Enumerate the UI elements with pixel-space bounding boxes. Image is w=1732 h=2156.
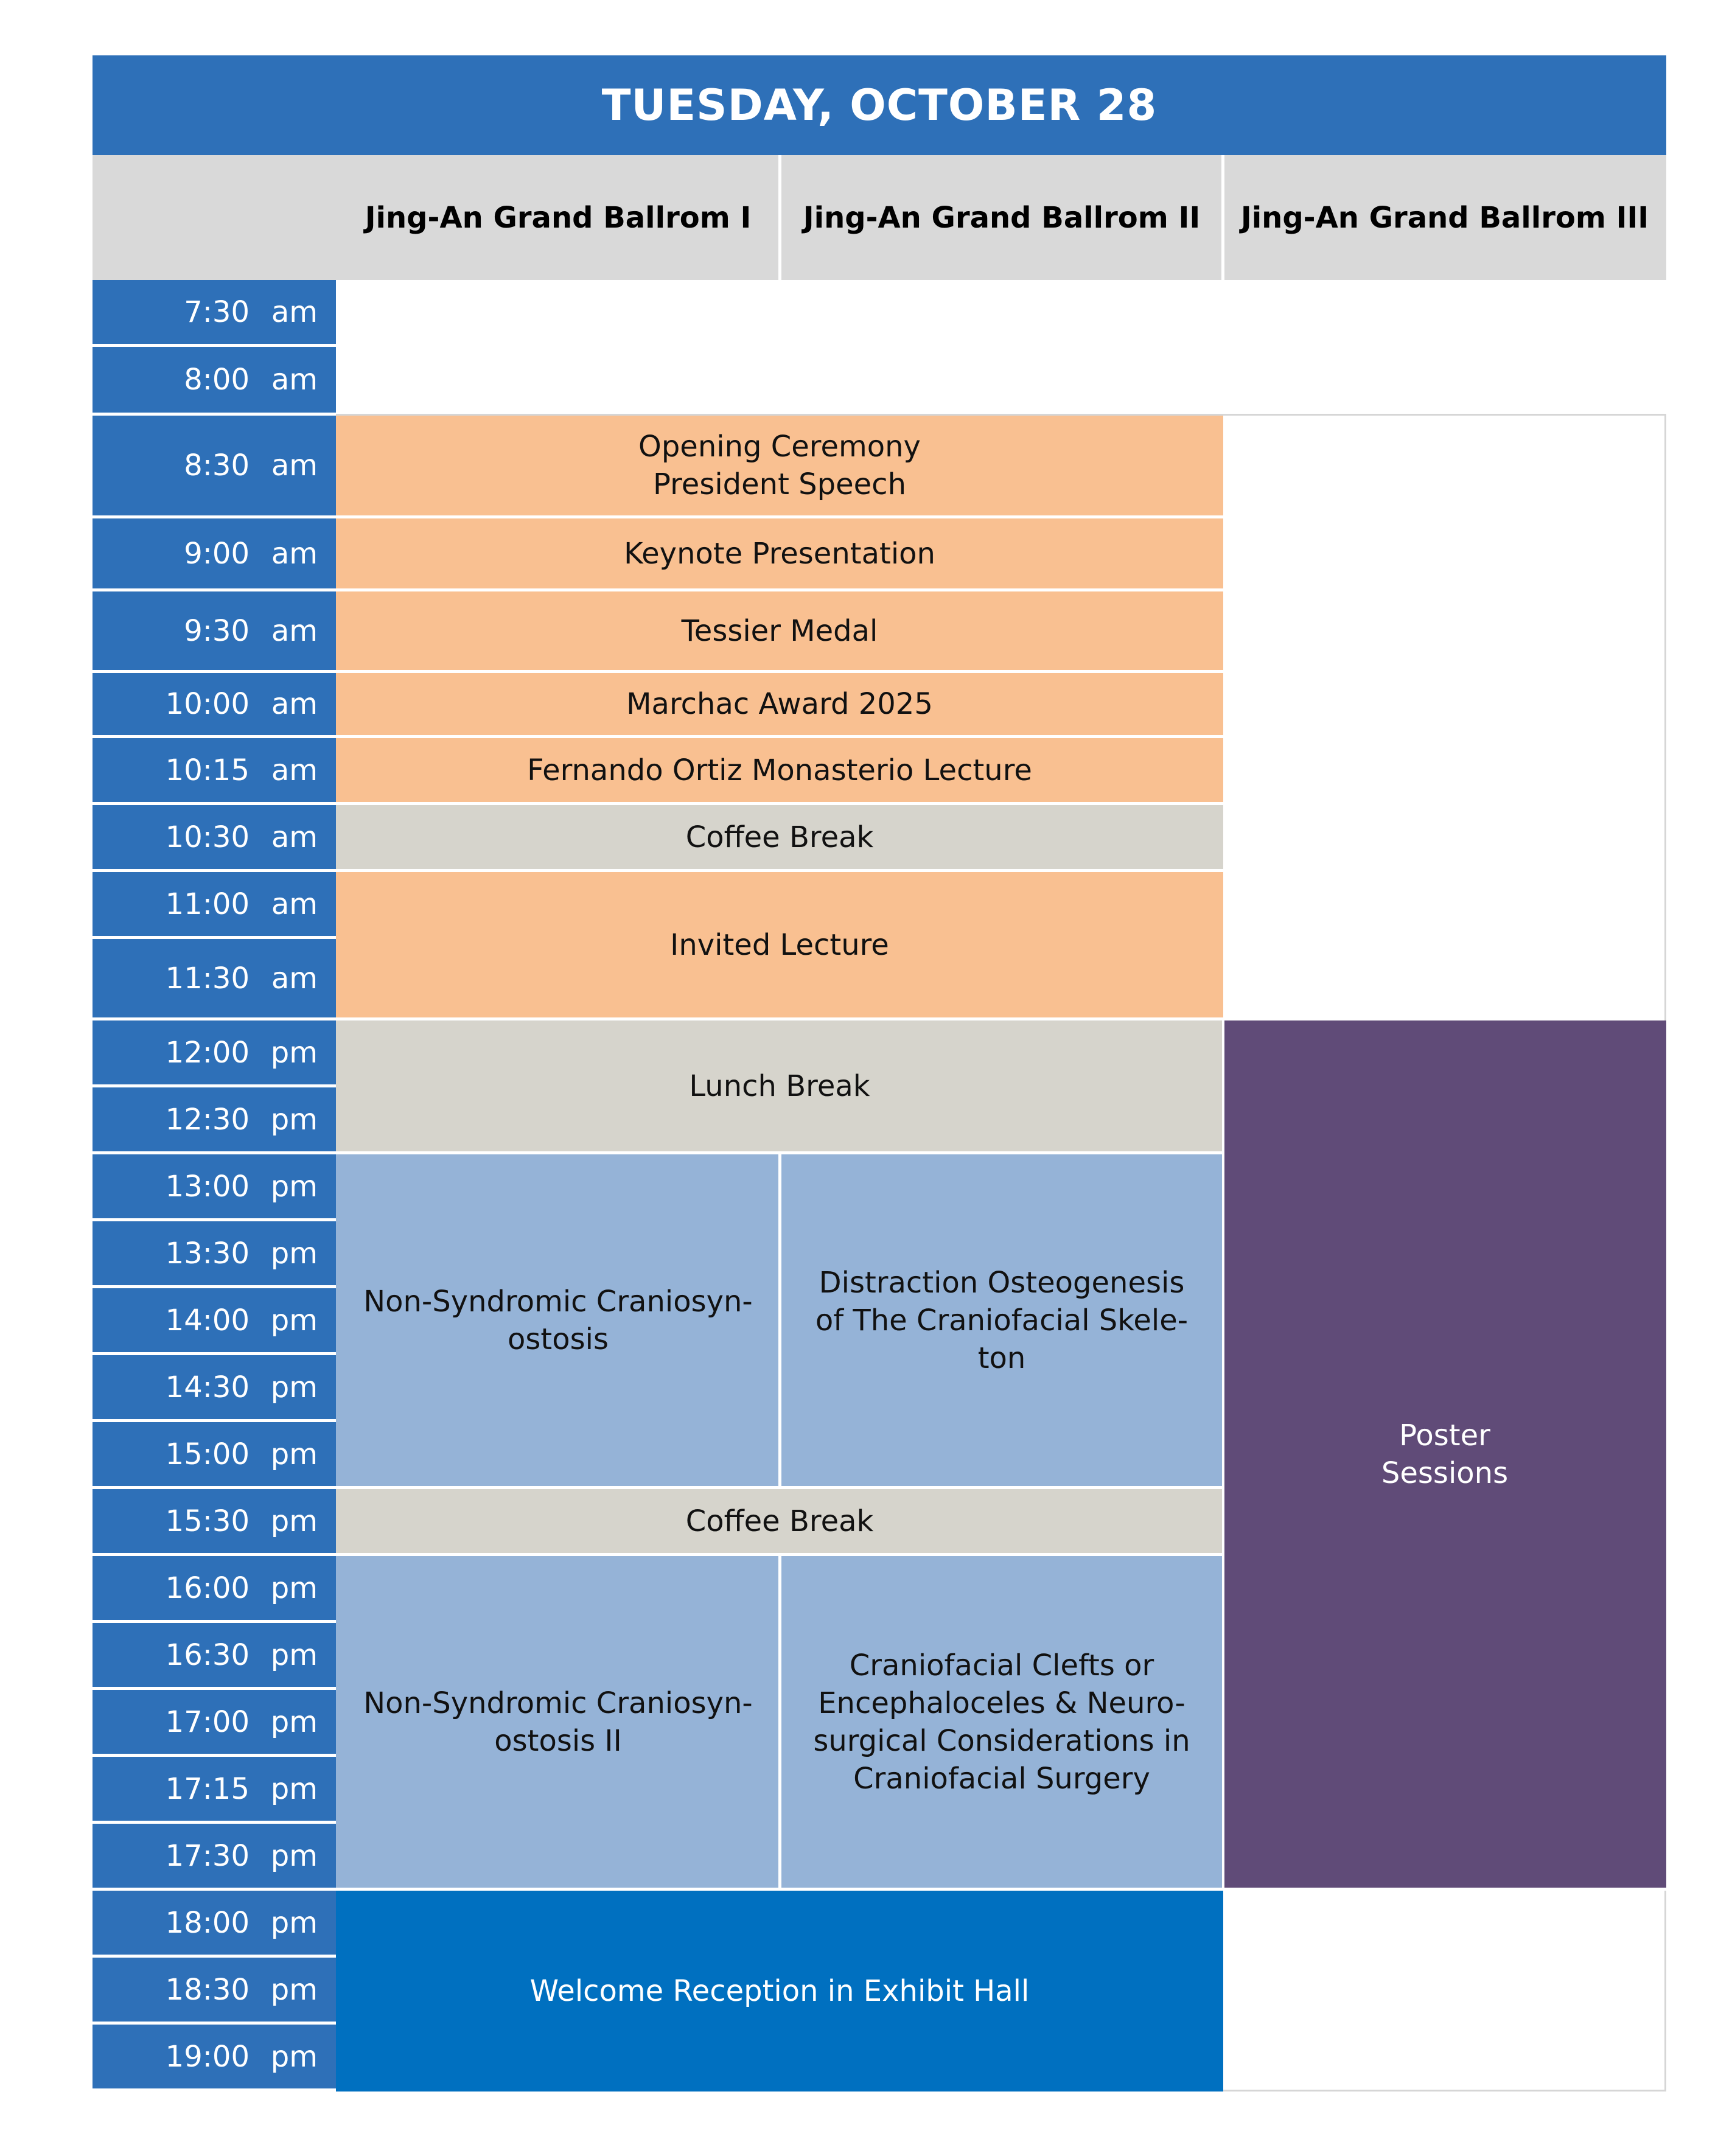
time-period: pm [270, 1504, 318, 1538]
event-title [624, 535, 935, 573]
time-value: 18:30 [165, 1972, 250, 2007]
room-header-divider [1221, 155, 1224, 280]
time-value: 18:00 [165, 1905, 250, 1940]
event-title [530, 1972, 1030, 2010]
event-title [1381, 1417, 1508, 1492]
time-period: pm [270, 1905, 318, 1940]
time-value: 14:00 [165, 1303, 250, 1338]
opening-ceremony[interactable] [336, 416, 1223, 518]
time-value: 11:30 [165, 961, 250, 996]
welcome-reception[interactable] [336, 1891, 1223, 2091]
time-slot [93, 1422, 336, 1489]
time-slot [93, 1087, 336, 1154]
time-slot [93, 1489, 336, 1556]
time-slot [93, 1288, 336, 1355]
event-title-line: Lunch Break [689, 1069, 870, 1103]
time-slot [93, 1690, 336, 1757]
time-slot [93, 1355, 336, 1422]
time-period: am [271, 448, 318, 483]
time-value: 12:00 [165, 1035, 250, 1070]
time-period: am [271, 753, 318, 787]
time-slot [93, 1556, 336, 1623]
event-title-line: Coffee Break [685, 1504, 874, 1538]
time-slot [93, 872, 336, 939]
time-value: 11:00 [165, 887, 250, 921]
time-period: pm [270, 1035, 318, 1070]
tessier-medal[interactable] [336, 591, 1223, 673]
event-title-line: ostosis II [494, 1723, 622, 1758]
time-period: am [271, 295, 318, 329]
event-title-line: Welcome Reception in Exhibit Hall [529, 1974, 1030, 2008]
event-title-line: Coffee Break [685, 820, 874, 854]
event-title [686, 818, 874, 856]
event-title-line: Craniofacial Clefts or [849, 1648, 1154, 1683]
header-corner [93, 155, 336, 280]
time-period: pm [270, 2039, 318, 2074]
room-header-divider [778, 155, 781, 280]
grid-line [1664, 1891, 1666, 2091]
event-title-line: President Speech [653, 467, 906, 501]
event-title [815, 1264, 1188, 1377]
room-header-3: Jing-An Grand Ballrom III [1223, 155, 1666, 280]
time-slot [93, 347, 336, 416]
time-value: 15:00 [165, 1437, 250, 1471]
time-value: 19:00 [165, 2039, 250, 2074]
event-title-line: Non-Syndromic Craniosyn- [363, 1686, 753, 1720]
time-value: 16:30 [165, 1638, 250, 1672]
time-slot [93, 939, 336, 1020]
time-slot [93, 416, 336, 518]
event-title-line: Tessier Medal [681, 613, 878, 648]
event-title-line: of The Craniofacial Skele- [815, 1303, 1189, 1338]
event-title-line: Marchac Award 2025 [626, 687, 933, 721]
time-period: am [271, 887, 318, 921]
event-title-line: Poster [1399, 1418, 1490, 1453]
invited-lecture[interactable] [336, 872, 1223, 1020]
room-header-1: Jing-An Grand Ballrom I [336, 155, 780, 280]
coffee-break-afternoon[interactable] [336, 1489, 1223, 1556]
time-period: pm [270, 1370, 318, 1404]
time-value: 13:30 [165, 1236, 250, 1271]
time-period: am [271, 536, 318, 571]
time-value: 12:30 [165, 1102, 250, 1137]
time-period: pm [270, 1102, 318, 1137]
time-slot [93, 591, 336, 673]
event-title-line: Keynote Presentation [624, 536, 935, 571]
ortiz-monasterio-lecture[interactable] [336, 738, 1223, 805]
time-value: 17:30 [165, 1838, 250, 1873]
time-value: 14:30 [165, 1370, 250, 1404]
time-slot [93, 1958, 336, 2025]
event-title [813, 1647, 1190, 1798]
time-slot [93, 1757, 336, 1824]
time-value: 17:00 [165, 1704, 250, 1739]
keynote-presentation[interactable] [336, 518, 1223, 591]
time-period: am [271, 613, 318, 648]
non-syndromic-craniosynostosis[interactable] [336, 1154, 780, 1489]
event-title [670, 926, 889, 964]
day-title: TUESDAY, OCTOBER 28 [93, 55, 1666, 155]
event-title-line: Invited Lecture [670, 927, 889, 962]
session-divider [778, 1556, 781, 1888]
craniofacial-clefts[interactable] [780, 1556, 1223, 1891]
distraction-osteogenesis[interactable] [780, 1154, 1223, 1489]
event-title [363, 1283, 753, 1358]
time-slot [93, 1623, 336, 1690]
event-title-line: Sessions [1381, 1456, 1509, 1490]
time-slot [93, 673, 336, 738]
event-title [527, 752, 1032, 789]
time-period: pm [270, 1704, 318, 1739]
time-period: pm [270, 1972, 318, 2007]
event-title-line: Opening Ceremony [638, 430, 921, 464]
schedule-table [93, 55, 1666, 2091]
time-slot [93, 1891, 336, 1958]
event-title-line: Non-Syndromic Craniosyn- [363, 1284, 753, 1319]
time-slot [93, 2025, 336, 2091]
event-title [626, 685, 933, 723]
event-title-line: Distraction Osteogenesis [819, 1265, 1185, 1300]
time-period: am [271, 687, 318, 721]
room-header-2: Jing-An Grand Ballrom II [780, 155, 1223, 280]
time-slot [93, 805, 336, 872]
time-period: pm [270, 1303, 318, 1338]
coffee-break-morning[interactable] [336, 805, 1223, 872]
time-period: pm [270, 1236, 318, 1271]
room-divider [1222, 1020, 1224, 1891]
time-period: pm [270, 1571, 318, 1605]
time-value: 7:30 [184, 295, 250, 329]
time-period: pm [270, 1638, 318, 1672]
event-title-line: Fernando Ortiz Monasterio Lecture [527, 753, 1032, 787]
lunch-break[interactable] [336, 1020, 1223, 1154]
time-slot [93, 518, 336, 591]
time-value: 15:30 [165, 1504, 250, 1538]
event-title [363, 1684, 753, 1760]
event-title [689, 1067, 870, 1105]
event-title-line: surgical Considerations in [813, 1723, 1190, 1758]
event-title-line: Encephaloceles & Neuro- [818, 1686, 1186, 1720]
time-period: pm [270, 1838, 318, 1873]
non-syndromic-craniosynostosis-ii[interactable] [336, 1556, 780, 1891]
time-slot [93, 738, 336, 805]
time-value: 13:00 [165, 1169, 250, 1204]
time-slot [93, 1824, 336, 1891]
time-period: am [271, 961, 318, 996]
time-period: pm [270, 1169, 318, 1204]
time-value: 10:15 [165, 753, 250, 787]
event-title-line: ostosis [508, 1322, 609, 1356]
time-period: pm [270, 1437, 318, 1471]
event-title [686, 1502, 874, 1540]
time-value: 9:30 [184, 613, 250, 648]
grid-line [1664, 416, 1666, 1020]
time-value: 16:00 [165, 1571, 250, 1605]
time-slot [93, 1154, 336, 1221]
time-period: pm [270, 1771, 318, 1806]
time-value: 8:00 [184, 363, 250, 397]
event-title-line: ton [977, 1341, 1026, 1375]
event-title [682, 612, 878, 650]
grid-line [1223, 2090, 1666, 2091]
time-value: 9:00 [184, 536, 250, 571]
time-period: am [271, 363, 318, 397]
time-value: 8:30 [184, 448, 250, 483]
marchac-award[interactable] [336, 673, 1223, 738]
time-value: 17:15 [165, 1771, 250, 1806]
time-value: 10:30 [165, 820, 250, 854]
time-value: 10:00 [165, 687, 250, 721]
time-slot [93, 1221, 336, 1288]
time-period: am [271, 820, 318, 854]
poster-sessions[interactable] [1223, 1020, 1666, 1891]
event-title-line: Craniofacial Surgery [853, 1761, 1150, 1796]
time-slot [93, 1020, 336, 1087]
time-slot [93, 280, 336, 347]
session-divider [778, 1154, 781, 1486]
event-title [638, 428, 921, 503]
